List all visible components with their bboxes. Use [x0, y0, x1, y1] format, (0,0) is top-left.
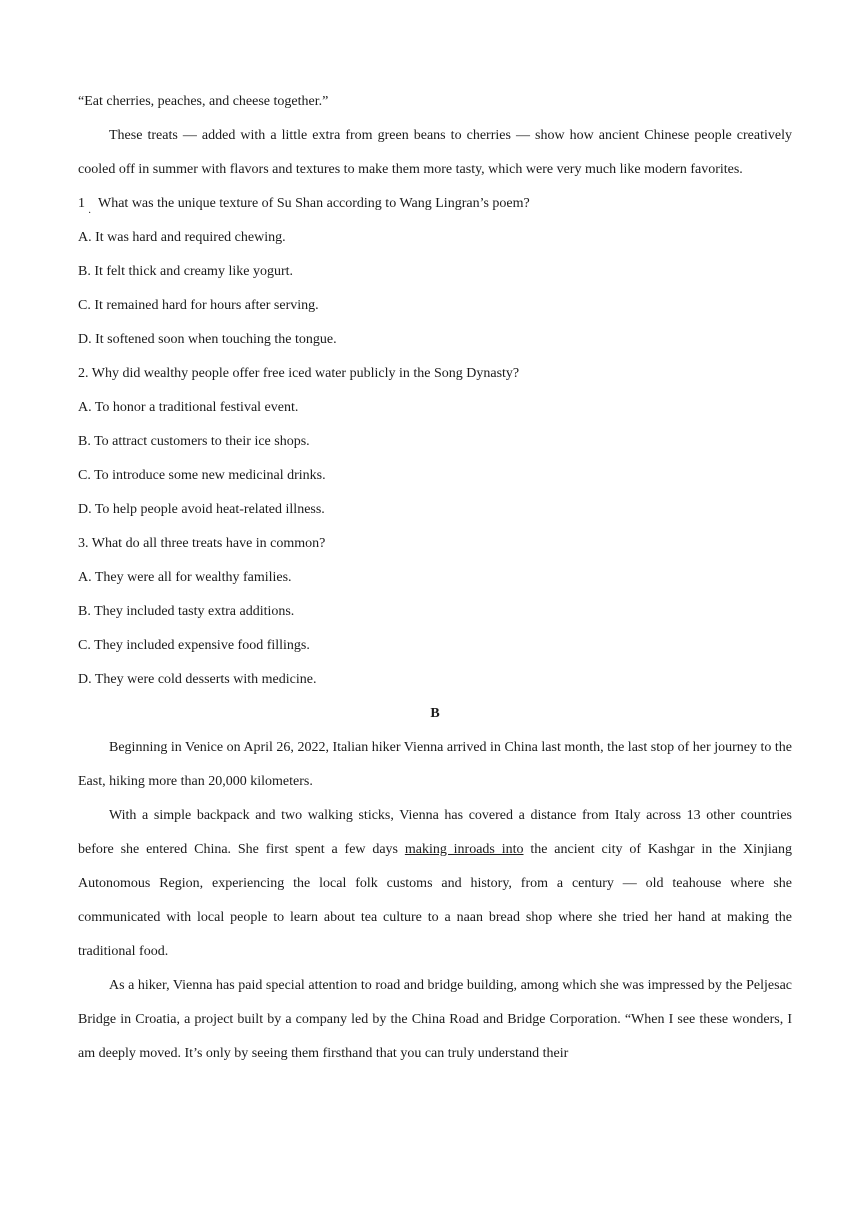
question-1 — [78, 187, 792, 357]
question-3-option-c: C. They included expensive food fillings. — [78, 638, 310, 653]
question-2-option-b: B. To attract customers to their ice shops. — [78, 434, 310, 449]
question-2-option-c: C. To introduce some new medicinal drinks. — [78, 468, 326, 483]
question-1-option-a: A. It was hard and required chewing. — [78, 230, 286, 245]
section-b-heading: B — [430, 706, 440, 721]
question-3-option-d: D. They were cold desserts with medicine. — [78, 672, 317, 687]
question-2-text: Why did wealthy people offer free iced water publicly in the Song Dynasty? — [91, 366, 520, 381]
summary-paragraph: These treats — added with a little extra from green beans to cherries — show how ancient Chinese people creatively cooled off in summer with flavors and textures to make them more tasty, which were very much like modern favorites. — [78, 128, 792, 177]
question-3-stem — [78, 527, 792, 561]
document-page — [78, 85, 792, 1071]
question-1-number: 1 — [78, 196, 85, 211]
top-quote: “Eat cherries, peaches, and cheese together.” — [78, 94, 329, 109]
question-2 — [78, 357, 792, 527]
underlined-phrase: making inroads into — [404, 842, 524, 857]
question-2-stem — [78, 357, 792, 391]
question-1-stem — [78, 187, 792, 221]
question-2-number: 2. — [78, 366, 89, 381]
question-1-option-b: B. It felt thick and creamy like yogurt. — [78, 264, 293, 279]
paragraph-2-text-after: the ancient city of Kashgar in the Xinjiang Autonomous Region, experiencing the local folk customs and history, from a century — old teahouse where she communicated with local people to learn about tea culture to a naan bread shop where she tried her hand at making the traditional food. — [78, 842, 792, 959]
paragraph-2-text-before: With a simple backpack and two walking sticks, Vienna has covered a distance from Italy across 13 other countries before she entered China. She first spent a few days — [78, 808, 792, 857]
section-b-paragraph-1: Beginning in Venice on April 26, 2022, Italian hiker Vienna arrived in China last month, the last stop of her journey to the East, hiking more than 20,000 kilometers. — [78, 740, 792, 789]
section-b-paragraph-3: As a hiker, Vienna has paid special attention to road and bridge building, among which she was impressed by the Peljesac Bridge in Croatia, a project built by a company led by the China Road and Bridge Corporation. “When I see these wonders, I am deeply moved. It’s only by seeing them firsthand that you can truly understand their — [78, 978, 792, 1061]
question-3-option-a: A. They were all for wealthy families. — [78, 570, 292, 585]
question-3-text: What do all three treats have in common? — [91, 536, 326, 551]
question-3 — [78, 527, 792, 697]
question-2-option-a: A. To honor a traditional festival event. — [78, 400, 299, 415]
question-1-option-c: C. It remained hard for hours after serving. — [78, 298, 319, 313]
question-3-option-b: B. They included tasty extra additions. — [78, 604, 295, 619]
section-b-paragraph-2 — [78, 799, 792, 969]
question-1-text: What was the unique texture of Su Shan according to Wang Lingran’s poem? — [98, 196, 530, 211]
question-2-option-d: D. To help people avoid heat-related illness. — [78, 502, 325, 517]
question-1-option-d: D. It softened soon when touching the tongue. — [78, 332, 337, 347]
question-3-number: 3. — [78, 536, 89, 551]
question-number-dot: · — [88, 208, 92, 219]
